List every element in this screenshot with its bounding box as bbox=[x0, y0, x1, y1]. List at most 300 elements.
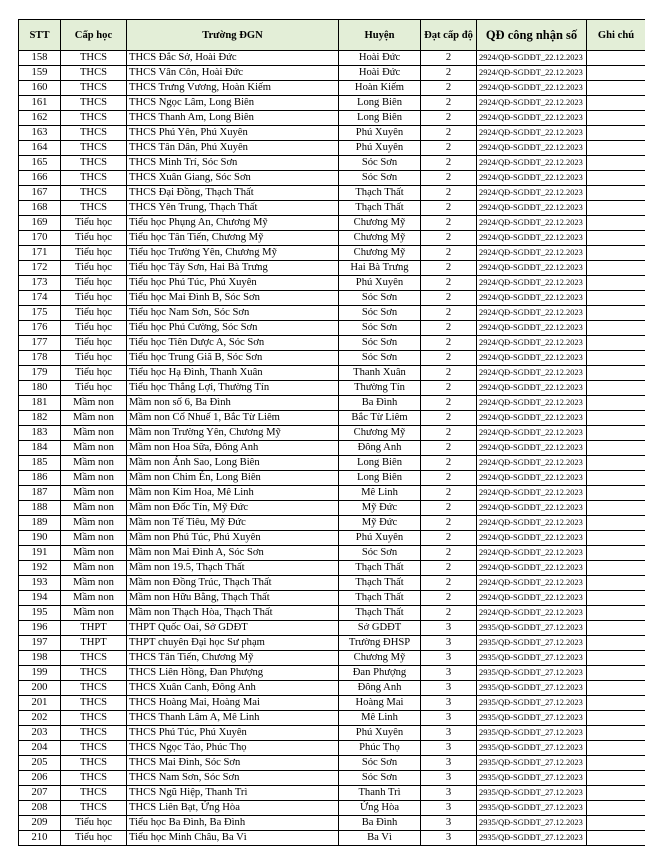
cell-school: Mầm non Tế Tiêu, Mỹ Đức bbox=[127, 516, 339, 531]
cell-school: Tiểu học Tiên Dược A, Sóc Sơn bbox=[127, 336, 339, 351]
cell-decision: 2924/QĐ-SGDĐT_22.12.2023 bbox=[477, 336, 587, 351]
cell-note bbox=[587, 771, 645, 786]
cell-stt: 167 bbox=[19, 186, 61, 201]
cell-stt: 183 bbox=[19, 426, 61, 441]
cell-district: Phú Xuyên bbox=[339, 531, 421, 546]
cell-district: Phúc Thọ bbox=[339, 741, 421, 756]
table-row bbox=[19, 156, 645, 171]
cell-stt: 175 bbox=[19, 306, 61, 321]
accreditation-table bbox=[18, 19, 645, 846]
table-row bbox=[19, 636, 645, 651]
cell-school: Mầm non Cổ Nhuế 1, Bắc Từ Liêm bbox=[127, 411, 339, 426]
cell-school: THCS Thanh Lâm A, Mê Linh bbox=[127, 711, 339, 726]
cell-school: Mầm non số 6, Ba Đình bbox=[127, 396, 339, 411]
cell-decision: 2924/QĐ-SGDĐT_22.12.2023 bbox=[477, 366, 587, 381]
cell-stt: 195 bbox=[19, 606, 61, 621]
cell-decision: 2935/QĐ-SGDĐT_27.12.2023 bbox=[477, 756, 587, 771]
cell-decision: 2924/QĐ-SGDĐT_22.12.2023 bbox=[477, 546, 587, 561]
cell-note bbox=[587, 636, 645, 651]
cell-level: THPT bbox=[61, 636, 127, 651]
cell-district: Mỹ Đức bbox=[339, 501, 421, 516]
cell-school: THCS Trưng Vương, Hoàn Kiếm bbox=[127, 81, 339, 96]
cell-stt: 174 bbox=[19, 291, 61, 306]
cell-grade: 2 bbox=[421, 231, 477, 246]
cell-district: Sóc Sơn bbox=[339, 771, 421, 786]
cell-grade: 2 bbox=[421, 276, 477, 291]
cell-school: Tiểu học Nam Sơn, Sóc Sơn bbox=[127, 306, 339, 321]
cell-decision: 2924/QĐ-SGDĐT_22.12.2023 bbox=[477, 561, 587, 576]
cell-stt: 178 bbox=[19, 351, 61, 366]
cell-stt: 182 bbox=[19, 411, 61, 426]
cell-level: THCS bbox=[61, 756, 127, 771]
cell-grade: 3 bbox=[421, 621, 477, 636]
cell-level: Tiểu học bbox=[61, 276, 127, 291]
cell-level: THPT bbox=[61, 621, 127, 636]
cell-stt: 176 bbox=[19, 321, 61, 336]
cell-note bbox=[587, 576, 645, 591]
cell-grade: 2 bbox=[421, 201, 477, 216]
cell-grade: 2 bbox=[421, 171, 477, 186]
cell-district: Phú Xuyên bbox=[339, 726, 421, 741]
cell-level: Mầm non bbox=[61, 471, 127, 486]
cell-level: THCS bbox=[61, 801, 127, 816]
cell-stt: 202 bbox=[19, 711, 61, 726]
table-row bbox=[19, 306, 645, 321]
cell-decision: 2935/QĐ-SGDĐT_27.12.2023 bbox=[477, 741, 587, 756]
cell-level: Mầm non bbox=[61, 531, 127, 546]
cell-level: Mầm non bbox=[61, 441, 127, 456]
cell-district: Sóc Sơn bbox=[339, 351, 421, 366]
cell-grade: 3 bbox=[421, 786, 477, 801]
cell-district: Hoài Đức bbox=[339, 51, 421, 66]
cell-note bbox=[587, 276, 645, 291]
cell-stt: 158 bbox=[19, 51, 61, 66]
cell-grade: 2 bbox=[421, 486, 477, 501]
header-decision: QĐ công nhận số bbox=[477, 20, 587, 51]
cell-district: Đan Phượng bbox=[339, 666, 421, 681]
cell-grade: 3 bbox=[421, 801, 477, 816]
cell-school: THCS Ngọc Lâm, Long Biên bbox=[127, 96, 339, 111]
cell-note bbox=[587, 681, 645, 696]
cell-school: Mầm non Phú Túc, Phú Xuyên bbox=[127, 531, 339, 546]
cell-decision: 2935/QĐ-SGDĐT_27.12.2023 bbox=[477, 771, 587, 786]
table-row bbox=[19, 591, 645, 606]
cell-level: THCS bbox=[61, 726, 127, 741]
cell-stt: 187 bbox=[19, 486, 61, 501]
cell-district: Sóc Sơn bbox=[339, 321, 421, 336]
cell-note bbox=[587, 456, 645, 471]
cell-stt: 186 bbox=[19, 471, 61, 486]
cell-grade: 3 bbox=[421, 681, 477, 696]
cell-school: THCS Xuân Giang, Sóc Sơn bbox=[127, 171, 339, 186]
cell-school: THCS Tân Tiến, Chương Mỹ bbox=[127, 651, 339, 666]
cell-district: Mê Linh bbox=[339, 486, 421, 501]
table-row bbox=[19, 366, 645, 381]
cell-decision: 2924/QĐ-SGDĐT_22.12.2023 bbox=[477, 126, 587, 141]
cell-level: THCS bbox=[61, 786, 127, 801]
table-row bbox=[19, 816, 645, 831]
header-level: Cấp học bbox=[61, 20, 127, 51]
cell-level: THCS bbox=[61, 696, 127, 711]
cell-level: Mầm non bbox=[61, 546, 127, 561]
cell-school: Mầm non 19.5, Thạch Thất bbox=[127, 561, 339, 576]
cell-decision: 2924/QĐ-SGDĐT_22.12.2023 bbox=[477, 306, 587, 321]
table-row bbox=[19, 666, 645, 681]
cell-grade: 2 bbox=[421, 81, 477, 96]
cell-note bbox=[587, 156, 645, 171]
cell-note bbox=[587, 666, 645, 681]
cell-note bbox=[587, 201, 645, 216]
cell-note bbox=[587, 786, 645, 801]
cell-school: THCS Liên Hồng, Đan Phượng bbox=[127, 666, 339, 681]
cell-note bbox=[587, 171, 645, 186]
cell-decision: 2924/QĐ-SGDĐT_22.12.2023 bbox=[477, 486, 587, 501]
cell-note bbox=[587, 756, 645, 771]
cell-decision: 2935/QĐ-SGDĐT_27.12.2023 bbox=[477, 651, 587, 666]
table-row bbox=[19, 201, 645, 216]
cell-district: Thanh Trì bbox=[339, 786, 421, 801]
cell-level: THCS bbox=[61, 81, 127, 96]
cell-district: Hoàng Mai bbox=[339, 696, 421, 711]
cell-note bbox=[587, 531, 645, 546]
cell-note bbox=[587, 396, 645, 411]
cell-district: Mê Linh bbox=[339, 711, 421, 726]
table-row bbox=[19, 516, 645, 531]
table-row bbox=[19, 711, 645, 726]
cell-school: THCS Đắc Sở, Hoài Đức bbox=[127, 51, 339, 66]
cell-level: Tiểu học bbox=[61, 246, 127, 261]
cell-note bbox=[587, 546, 645, 561]
table-row bbox=[19, 291, 645, 306]
table-row bbox=[19, 381, 645, 396]
cell-note bbox=[587, 126, 645, 141]
header-stt: STT bbox=[19, 20, 61, 51]
cell-level: Tiểu học bbox=[61, 831, 127, 846]
cell-grade: 2 bbox=[421, 531, 477, 546]
table-row bbox=[19, 771, 645, 786]
cell-grade: 3 bbox=[421, 726, 477, 741]
cell-stt: 163 bbox=[19, 126, 61, 141]
cell-level: THCS bbox=[61, 666, 127, 681]
cell-level: Tiểu học bbox=[61, 306, 127, 321]
cell-grade: 3 bbox=[421, 756, 477, 771]
cell-grade: 2 bbox=[421, 516, 477, 531]
cell-stt: 204 bbox=[19, 741, 61, 756]
header-school: Trường ĐGN bbox=[127, 20, 339, 51]
cell-school: THCS Thanh Am, Long Biên bbox=[127, 111, 339, 126]
header-note: Ghi chú bbox=[587, 20, 645, 51]
cell-district: Thanh Xuân bbox=[339, 366, 421, 381]
cell-stt: 168 bbox=[19, 201, 61, 216]
cell-district: Ba Vì bbox=[339, 831, 421, 846]
cell-grade: 2 bbox=[421, 471, 477, 486]
cell-stt: 184 bbox=[19, 441, 61, 456]
cell-level: Mầm non bbox=[61, 396, 127, 411]
cell-decision: 2924/QĐ-SGDĐT_22.12.2023 bbox=[477, 96, 587, 111]
cell-grade: 3 bbox=[421, 666, 477, 681]
cell-decision: 2924/QĐ-SGDĐT_22.12.2023 bbox=[477, 531, 587, 546]
cell-school: Mầm non Đốc Tín, Mỹ Đức bbox=[127, 501, 339, 516]
cell-school: Mầm non Hoa Sữa, Đông Anh bbox=[127, 441, 339, 456]
cell-district: Phú Xuyên bbox=[339, 276, 421, 291]
cell-school: Tiểu học Phú Cường, Sóc Sơn bbox=[127, 321, 339, 336]
cell-note bbox=[587, 471, 645, 486]
cell-note bbox=[587, 606, 645, 621]
table-row bbox=[19, 81, 645, 96]
cell-stt: 171 bbox=[19, 246, 61, 261]
cell-stt: 164 bbox=[19, 141, 61, 156]
cell-level: THCS bbox=[61, 711, 127, 726]
cell-note bbox=[587, 711, 645, 726]
cell-stt: 191 bbox=[19, 546, 61, 561]
header-row bbox=[19, 20, 645, 51]
cell-stt: 198 bbox=[19, 651, 61, 666]
cell-decision: 2935/QĐ-SGDĐT_27.12.2023 bbox=[477, 831, 587, 846]
cell-grade: 2 bbox=[421, 411, 477, 426]
cell-school: Tiểu học Hạ Đình, Thanh Xuân bbox=[127, 366, 339, 381]
cell-decision: 2924/QĐ-SGDĐT_22.12.2023 bbox=[477, 261, 587, 276]
cell-school: Tiểu học Phú Túc, Phú Xuyên bbox=[127, 276, 339, 291]
cell-stt: 200 bbox=[19, 681, 61, 696]
cell-note bbox=[587, 306, 645, 321]
cell-note bbox=[587, 831, 645, 846]
cell-decision: 2924/QĐ-SGDĐT_22.12.2023 bbox=[477, 576, 587, 591]
cell-stt: 181 bbox=[19, 396, 61, 411]
cell-district: Ứng Hòa bbox=[339, 801, 421, 816]
cell-district: Chương Mỹ bbox=[339, 426, 421, 441]
cell-decision: 2924/QĐ-SGDĐT_22.12.2023 bbox=[477, 276, 587, 291]
cell-decision: 2924/QĐ-SGDĐT_22.12.2023 bbox=[477, 171, 587, 186]
table-row bbox=[19, 741, 645, 756]
cell-district: Long Biên bbox=[339, 96, 421, 111]
cell-stt: 180 bbox=[19, 381, 61, 396]
cell-grade: 2 bbox=[421, 456, 477, 471]
cell-district: Hoàn Kiếm bbox=[339, 81, 421, 96]
cell-stt: 190 bbox=[19, 531, 61, 546]
cell-school: THPT chuyên Đại học Sư phạm bbox=[127, 636, 339, 651]
cell-stt: 188 bbox=[19, 501, 61, 516]
cell-school: Tiểu học Tây Sơn, Hai Bà Trưng bbox=[127, 261, 339, 276]
cell-decision: 2924/QĐ-SGDĐT_22.12.2023 bbox=[477, 606, 587, 621]
cell-stt: 185 bbox=[19, 456, 61, 471]
cell-decision: 2935/QĐ-SGDĐT_27.12.2023 bbox=[477, 681, 587, 696]
cell-note bbox=[587, 621, 645, 636]
cell-grade: 2 bbox=[421, 261, 477, 276]
cell-level: Tiểu học bbox=[61, 366, 127, 381]
cell-decision: 2924/QĐ-SGDĐT_22.12.2023 bbox=[477, 141, 587, 156]
cell-level: Mầm non bbox=[61, 561, 127, 576]
table-row bbox=[19, 441, 645, 456]
cell-note bbox=[587, 441, 645, 456]
cell-district: Thạch Thất bbox=[339, 201, 421, 216]
table-row bbox=[19, 786, 645, 801]
cell-decision: 2924/QĐ-SGDĐT_22.12.2023 bbox=[477, 51, 587, 66]
cell-stt: 193 bbox=[19, 576, 61, 591]
cell-grade: 2 bbox=[421, 546, 477, 561]
table-row bbox=[19, 606, 645, 621]
cell-school: THCS Đại Đồng, Thạch Thất bbox=[127, 186, 339, 201]
cell-decision: 2924/QĐ-SGDĐT_22.12.2023 bbox=[477, 516, 587, 531]
cell-district: Ba Đình bbox=[339, 396, 421, 411]
cell-decision: 2924/QĐ-SGDĐT_22.12.2023 bbox=[477, 111, 587, 126]
cell-stt: 179 bbox=[19, 366, 61, 381]
cell-decision: 2935/QĐ-SGDĐT_27.12.2023 bbox=[477, 711, 587, 726]
table-row bbox=[19, 756, 645, 771]
table-row bbox=[19, 276, 645, 291]
cell-grade: 3 bbox=[421, 651, 477, 666]
cell-note bbox=[587, 801, 645, 816]
cell-school: Mầm non Hữu Bằng, Thạch Thất bbox=[127, 591, 339, 606]
cell-decision: 2935/QĐ-SGDĐT_27.12.2023 bbox=[477, 726, 587, 741]
cell-stt: 206 bbox=[19, 771, 61, 786]
cell-note bbox=[587, 741, 645, 756]
cell-note bbox=[587, 516, 645, 531]
cell-grade: 2 bbox=[421, 216, 477, 231]
cell-level: THCS bbox=[61, 171, 127, 186]
cell-school: THCS Ngọc Tảo, Phúc Thọ bbox=[127, 741, 339, 756]
table-row bbox=[19, 576, 645, 591]
cell-level: THCS bbox=[61, 66, 127, 81]
cell-district: Thạch Thất bbox=[339, 606, 421, 621]
cell-stt: 199 bbox=[19, 666, 61, 681]
table-row bbox=[19, 66, 645, 81]
table-row bbox=[19, 546, 645, 561]
cell-grade: 2 bbox=[421, 321, 477, 336]
cell-level: THCS bbox=[61, 111, 127, 126]
cell-level: Mầm non bbox=[61, 456, 127, 471]
cell-level: THCS bbox=[61, 51, 127, 66]
cell-stt: 196 bbox=[19, 621, 61, 636]
cell-level: Tiểu học bbox=[61, 381, 127, 396]
header-district: Huyện bbox=[339, 20, 421, 51]
cell-note bbox=[587, 216, 645, 231]
cell-grade: 2 bbox=[421, 366, 477, 381]
cell-level: THCS bbox=[61, 651, 127, 666]
cell-school: Mầm non Mai Đình A, Sóc Sơn bbox=[127, 546, 339, 561]
table-row bbox=[19, 411, 645, 426]
cell-grade: 2 bbox=[421, 111, 477, 126]
cell-school: THCS Yên Trung, Thạch Thất bbox=[127, 201, 339, 216]
cell-district: Thạch Thất bbox=[339, 186, 421, 201]
cell-note bbox=[587, 81, 645, 96]
cell-decision: 2924/QĐ-SGDĐT_22.12.2023 bbox=[477, 441, 587, 456]
cell-stt: 162 bbox=[19, 111, 61, 126]
cell-decision: 2935/QĐ-SGDĐT_27.12.2023 bbox=[477, 786, 587, 801]
cell-grade: 2 bbox=[421, 396, 477, 411]
table-row bbox=[19, 171, 645, 186]
cell-grade: 2 bbox=[421, 306, 477, 321]
cell-school: THCS Vân Côn, Hoài Đức bbox=[127, 66, 339, 81]
cell-district: Mỹ Đức bbox=[339, 516, 421, 531]
cell-level: Tiểu học bbox=[61, 336, 127, 351]
table-row bbox=[19, 681, 645, 696]
cell-note bbox=[587, 426, 645, 441]
cell-decision: 2924/QĐ-SGDĐT_22.12.2023 bbox=[477, 501, 587, 516]
table-row bbox=[19, 831, 645, 846]
cell-school: Mầm non Kim Hoa, Mê Linh bbox=[127, 486, 339, 501]
cell-decision: 2924/QĐ-SGDĐT_22.12.2023 bbox=[477, 321, 587, 336]
cell-school: THCS Mai Đình, Sóc Sơn bbox=[127, 756, 339, 771]
cell-stt: 161 bbox=[19, 96, 61, 111]
cell-stt: 173 bbox=[19, 276, 61, 291]
cell-school: THCS Ngũ Hiệp, Thanh Trì bbox=[127, 786, 339, 801]
table-row bbox=[19, 351, 645, 366]
cell-note bbox=[587, 261, 645, 276]
cell-school: Tiểu học Thắng Lợi, Thường Tín bbox=[127, 381, 339, 396]
cell-note bbox=[587, 96, 645, 111]
cell-grade: 3 bbox=[421, 741, 477, 756]
cell-district: Chương Mỹ bbox=[339, 216, 421, 231]
cell-district: Hoài Đức bbox=[339, 66, 421, 81]
cell-decision: 2924/QĐ-SGDĐT_22.12.2023 bbox=[477, 156, 587, 171]
cell-stt: 197 bbox=[19, 636, 61, 651]
cell-level: Mầm non bbox=[61, 426, 127, 441]
cell-note bbox=[587, 591, 645, 606]
cell-decision: 2924/QĐ-SGDĐT_22.12.2023 bbox=[477, 396, 587, 411]
cell-district: Sóc Sơn bbox=[339, 756, 421, 771]
cell-level: Tiểu học bbox=[61, 216, 127, 231]
cell-district: Long Biên bbox=[339, 456, 421, 471]
cell-district: Thạch Thất bbox=[339, 561, 421, 576]
cell-district: Chương Mỹ bbox=[339, 651, 421, 666]
cell-grade: 2 bbox=[421, 591, 477, 606]
cell-school: THCS Hoàng Mai, Hoàng Mai bbox=[127, 696, 339, 711]
cell-note bbox=[587, 141, 645, 156]
cell-school: THCS Tân Dân, Phú Xuyên bbox=[127, 141, 339, 156]
table-row bbox=[19, 471, 645, 486]
table-row bbox=[19, 801, 645, 816]
cell-level: Mầm non bbox=[61, 606, 127, 621]
cell-decision: 2935/QĐ-SGDĐT_27.12.2023 bbox=[477, 801, 587, 816]
cell-note bbox=[587, 726, 645, 741]
cell-grade: 3 bbox=[421, 711, 477, 726]
table-row bbox=[19, 726, 645, 741]
cell-district: Sóc Sơn bbox=[339, 156, 421, 171]
cell-level: Tiểu học bbox=[61, 291, 127, 306]
table-row bbox=[19, 486, 645, 501]
cell-level: THCS bbox=[61, 156, 127, 171]
cell-stt: 205 bbox=[19, 756, 61, 771]
cell-note bbox=[587, 66, 645, 81]
cell-school: Mầm non Đồng Trúc, Thạch Thất bbox=[127, 576, 339, 591]
table-body bbox=[19, 51, 645, 846]
cell-grade: 2 bbox=[421, 96, 477, 111]
cell-district: Thường Tín bbox=[339, 381, 421, 396]
cell-stt: 189 bbox=[19, 516, 61, 531]
cell-grade: 2 bbox=[421, 606, 477, 621]
cell-note bbox=[587, 336, 645, 351]
cell-stt: 170 bbox=[19, 231, 61, 246]
cell-district: Đông Anh bbox=[339, 441, 421, 456]
cell-decision: 2935/QĐ-SGDĐT_27.12.2023 bbox=[477, 666, 587, 681]
table-row bbox=[19, 111, 645, 126]
cell-school: Tiểu học Trung Giã B, Sóc Sơn bbox=[127, 351, 339, 366]
cell-stt: 166 bbox=[19, 171, 61, 186]
cell-grade: 2 bbox=[421, 561, 477, 576]
cell-decision: 2924/QĐ-SGDĐT_22.12.2023 bbox=[477, 246, 587, 261]
cell-grade: 3 bbox=[421, 636, 477, 651]
cell-note bbox=[587, 291, 645, 306]
cell-grade: 2 bbox=[421, 51, 477, 66]
cell-district: Sóc Sơn bbox=[339, 306, 421, 321]
cell-grade: 3 bbox=[421, 696, 477, 711]
table-row bbox=[19, 621, 645, 636]
cell-note bbox=[587, 486, 645, 501]
cell-decision: 2924/QĐ-SGDĐT_22.12.2023 bbox=[477, 81, 587, 96]
table-row bbox=[19, 51, 645, 66]
cell-note bbox=[587, 321, 645, 336]
cell-district: Đông Anh bbox=[339, 681, 421, 696]
